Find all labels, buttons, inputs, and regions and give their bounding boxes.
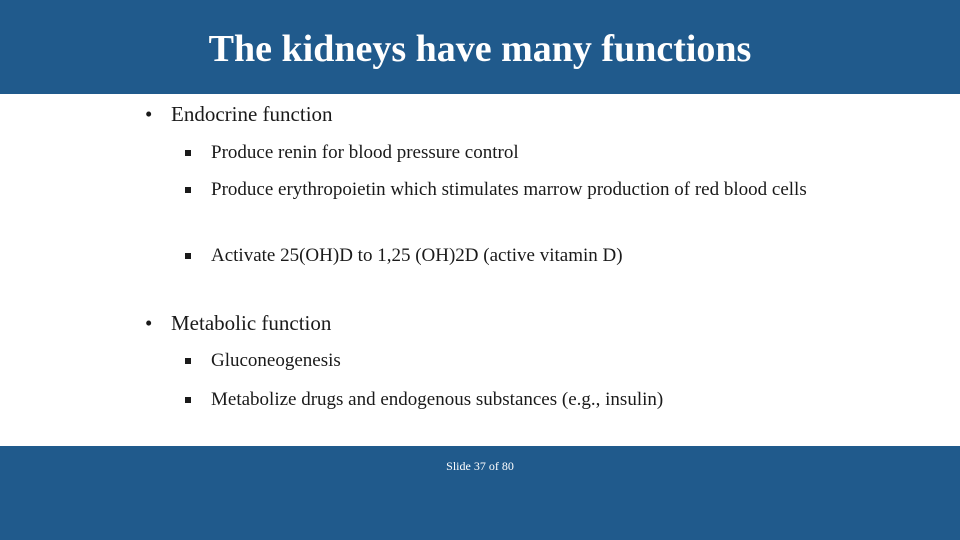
bullet-text: Endocrine function [171, 102, 333, 126]
slide-number: Slide 37 of 80 [446, 459, 514, 473]
square-bullet-icon [185, 187, 191, 193]
slide-title: The kidneys have many functions [208, 28, 752, 70]
bullet-dot-icon: • [145, 311, 153, 335]
sub-bullet-text: Gluconeogenesis [211, 350, 341, 371]
title-bar [0, 0, 960, 94]
square-bullet-icon [185, 150, 191, 156]
square-bullet-icon [185, 397, 191, 403]
sub-bullet-text: Produce renin for blood pressure control [211, 142, 519, 163]
bullet-dot-icon: • [145, 102, 153, 126]
sub-bullet-text: Activate 25(OH)D to 1,25 (OH)2D (active vitamin D) [211, 245, 623, 266]
footer-bar [0, 446, 960, 540]
slide-body [0, 94, 960, 446]
square-bullet-icon [185, 358, 191, 364]
sub-bullet-text: Metabolize drugs and endogenous substances (e.g., insulin) [211, 389, 664, 410]
square-bullet-icon [185, 253, 191, 259]
bullet-text: Metabolic function [171, 311, 332, 335]
sub-bullet-text: Produce erythropoietin which stimulates marrow production of red blood cells [211, 179, 807, 200]
